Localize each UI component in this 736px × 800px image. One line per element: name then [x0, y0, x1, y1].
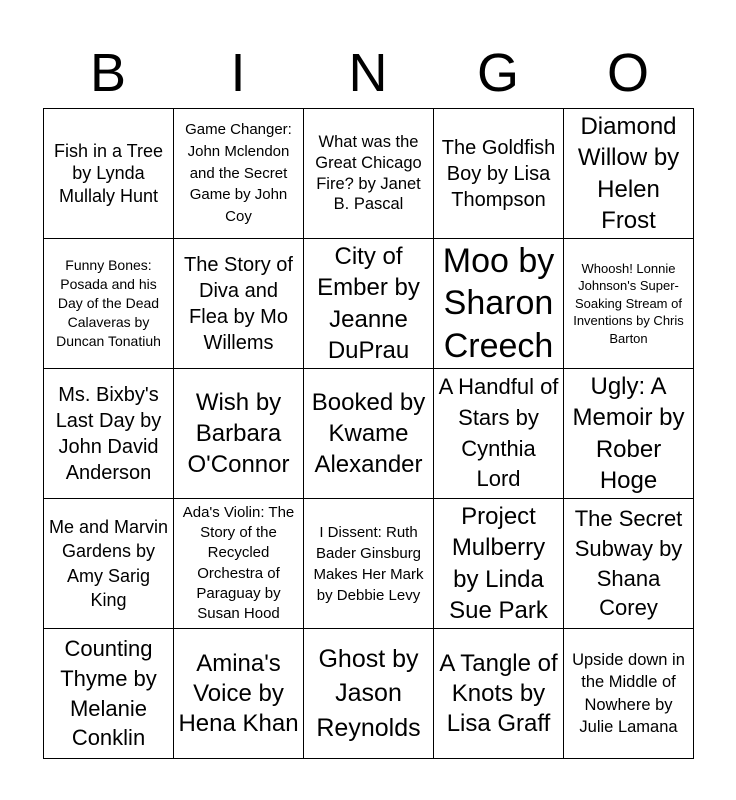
cell-text: Wish by Barbara O'Connor	[187, 388, 290, 479]
cell-text: Diamond Willow by Helen Frost	[577, 113, 680, 234]
cell-text: Ms. Bixby's Last Day by John David Anderson	[55, 383, 162, 484]
cell-text: Ugly: A Memoir by Rober Hoge	[572, 373, 685, 494]
bingo-cell[interactable]	[174, 369, 304, 499]
bingo-cell[interactable]	[564, 239, 694, 369]
cell-text: Upside down in the Middle of Nowhere by Julie Lamana	[572, 650, 685, 736]
header-letter-i: I	[230, 43, 246, 103]
cell-text: City of Ember by Jeanne DuPrau	[317, 243, 420, 364]
bingo-cell[interactable]	[174, 109, 304, 239]
bingo-grid	[43, 108, 694, 759]
bingo-cell[interactable]	[174, 499, 304, 629]
bingo-cell[interactable]	[434, 239, 564, 369]
cell-text: Game Changer: John Mclendon and the Secret Game by John Coy	[185, 121, 292, 226]
header-letter-b: B	[89, 43, 127, 103]
cell-text: The Goldfish Boy by Lisa Thompson	[441, 136, 556, 211]
bingo-cell[interactable]	[44, 629, 174, 759]
cell-text: Counting Thyme by Melanie Conklin	[60, 636, 157, 751]
bingo-header	[43, 40, 693, 106]
bingo-cell[interactable]	[44, 109, 174, 239]
cell-text: Funny Bones: Posada and his Day of the Dead Calaveras by Duncan Tonatiuh	[56, 257, 161, 349]
cell-text: Booked by Kwame Alexander	[311, 388, 426, 479]
cell-text: A Tangle of Knots by Lisa Graff	[439, 649, 558, 737]
cell-text: Project Mulberry by Linda Sue Park	[449, 503, 548, 624]
bingo-cell[interactable]	[304, 629, 434, 759]
bingo-cell[interactable]	[304, 369, 434, 499]
cell-text: Ghost by Jason Reynolds	[316, 644, 421, 742]
bingo-cell[interactable]	[434, 629, 564, 759]
cell-text: The Story of Diva and Flea by Mo Willems	[184, 253, 293, 354]
bingo-cell[interactable]	[174, 629, 304, 759]
bingo-cell[interactable]	[434, 369, 564, 499]
header-letter-o: O	[606, 43, 649, 103]
bingo-cell[interactable]	[564, 629, 694, 759]
bingo-cell[interactable]	[44, 239, 174, 369]
bingo-cell[interactable]	[564, 499, 694, 629]
cell-text: Moo by Sharon Creech	[442, 241, 555, 365]
bingo-cell[interactable]	[304, 239, 434, 369]
cell-text: Amina's Voice by Hena Khan	[178, 649, 299, 737]
cell-text: Me and Marvin Gardens by Amy Sarig King	[48, 516, 169, 610]
cell-text: Ada's Violin: The Story of the Recycled Orchestra of Paraguay by Susan Hood	[182, 503, 295, 622]
bingo-cell[interactable]	[174, 239, 304, 369]
header-letter-n: N	[348, 43, 388, 103]
header-letter-g: G	[476, 43, 519, 103]
cell-text: Fish in a Tree by Lynda Mullaly Hunt	[53, 140, 164, 206]
bingo-cell[interactable]	[434, 499, 564, 629]
bingo-cell[interactable]	[44, 499, 174, 629]
bingo-cell[interactable]	[434, 109, 564, 239]
bingo-cell[interactable]	[44, 369, 174, 499]
cell-text: I Dissent: Ruth Bader Ginsburg Makes Her Mark by Debbie Levy	[313, 523, 424, 604]
cell-text: The Secret Subway by Shana Corey	[574, 506, 683, 621]
bingo-cell[interactable]	[564, 109, 694, 239]
cell-text: A Handful of Stars by Cynthia Lord	[438, 373, 559, 492]
bingo-cell[interactable]	[304, 109, 434, 239]
bingo-cell[interactable]	[304, 499, 434, 629]
cell-text: Whoosh! Lonnie Johnson's Super-Soaking Stream of Inventions by Chris Barton	[573, 260, 684, 346]
bingo-cell[interactable]	[564, 369, 694, 499]
cell-text: What was the Great Chicago Fire? by Janet B. Pascal	[315, 133, 422, 214]
